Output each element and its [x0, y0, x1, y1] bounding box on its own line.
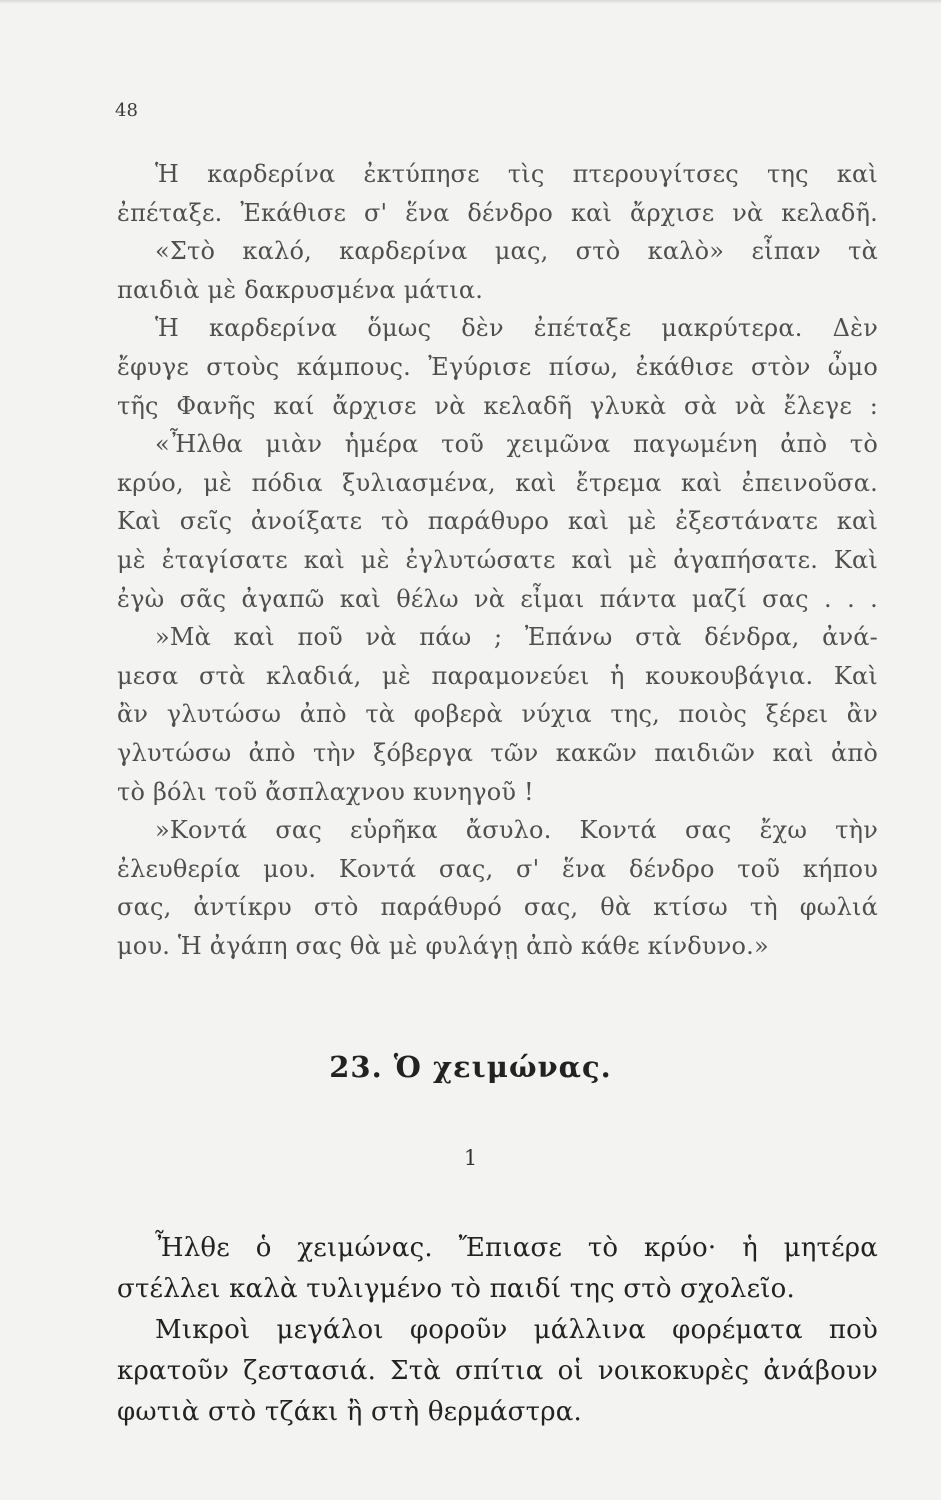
text-line: μου. Ἡ ἀγάπη σας θὰ μὲ φυλάγῃ ἀπὸ κάθε κίνδυνο.»: [117, 931, 769, 960]
text-line: γλυτώσω ἀπὸ τὴν ξόβεργα τῶν κακῶν παιδιῶν καὶ ἀπὸ: [117, 738, 878, 767]
chapter-text: [117, 1228, 878, 1433]
text-line: ἐγὼ σᾶς ἀγαπῶ καὶ θέλω νὰ εἶμαι πάντα μαζί σας . . .: [117, 584, 878, 613]
text-line: σας, ἀντίκρυ στὸ παράθυρό σας, θὰ κτίσω τὴ φωλιά: [117, 893, 878, 922]
text-line: Μικροὶ μεγάλοι φοροῦν μάλλινα φορέματα ποὺ: [155, 1315, 878, 1345]
text-line: τῆς Φανῆς καί ἄρχισε νὰ κελαδῆ γλυκὰ σὰ νὰ ἔλεγε :: [117, 391, 878, 420]
text-line: μὲ ἐταγίσατε καὶ μὲ ἐγλυτώσατε καὶ μὲ ἀγαπήσατε. Καὶ: [117, 545, 878, 574]
text-line: ἐπέταξε. Ἐκάθισε σ' ἕνα δένδρο καὶ ἄρχισε νὰ κελαδῆ.: [117, 198, 878, 227]
text-line: τὸ βόλι τοῦ ἄσπλαχνου κυνηγοῦ !: [117, 777, 534, 806]
text-line: Ἡ καρδερίνα ὅμως δὲν ἐπέταξε μακρύτερα. Δὲν: [155, 314, 878, 343]
text-line: ἔφυγε στοὺς κάμπους. Ἐγύρισε πίσω, ἐκάθισε στὸν ὦμο: [117, 352, 878, 381]
story-text: [117, 155, 878, 965]
text-line: «Ἦλθα μιὰν ἡμέρα τοῦ χειμῶνα παγωμένη ἀπὸ τὸ: [155, 430, 878, 459]
text-line: κρύο, μὲ πόδια ξυλιασμένα, καὶ ἔτρεμα καὶ ἐπεινοῦσα.: [117, 468, 878, 497]
text-line: κρατοῦν ζεστασιά. Στὰ σπίτια οἱ νοικοκυρὲς ἀνάβουν: [117, 1356, 878, 1386]
page-number: 48: [115, 100, 138, 121]
text-line: Ἦλθε ὁ χειμώνας. Ἔπιασε τὸ κρύο· ἡ μητέρα: [155, 1233, 878, 1263]
chapter-heading: 23. Ὁ χειμώνας.: [329, 1050, 612, 1084]
text-line: »Μὰ καὶ ποῦ νὰ πάω ; Ἐπάνω στὰ δένδρα, ἀνά-: [155, 623, 878, 652]
text-line: Ἡ καρδερίνα ἐκτύπησε τὶς πτερουγίτσες της καὶ: [155, 160, 878, 188]
text-line: ἐλευθερία μου. Κοντά σας, σ' ἕνα δένδρο τοῦ κήπου: [117, 854, 878, 883]
text-line: Καὶ σεῖς ἀνοίξατε τὸ παράθυρο καὶ μὲ ἐξεστάνατε καὶ: [117, 507, 878, 536]
text-line: στέλλει καλὰ τυλιγμένο τὸ παιδί της στὸ σχολεῖο.: [117, 1274, 795, 1304]
text-line: »Κοντά σας εὑρῆκα ἄσυλο. Κοντά σας ἔχω τὴν: [155, 816, 878, 845]
text-line: φωτιὰ στὸ τζάκι ἢ στὴ θερμάστρα.: [117, 1397, 582, 1427]
text-line: «Στὸ καλό, καρδερίνα μας, στὸ καλὸ» εἶπαν τὰ: [155, 237, 878, 266]
text-line: παιδιὰ μὲ δακρυσμένα μάτια.: [117, 275, 484, 304]
page-top-edge: [0, 0, 941, 4]
text-line: ἂν γλυτώσω ἀπὸ τὰ φοβερὰ νύχια της, ποιὸς ξέρει ἂν: [117, 700, 878, 729]
text-line: μεσα στὰ κλαδιά, μὲ παραμονεύει ἡ κουκουβάγια. Καὶ: [117, 661, 878, 690]
section-number: 1: [463, 1146, 478, 1170]
